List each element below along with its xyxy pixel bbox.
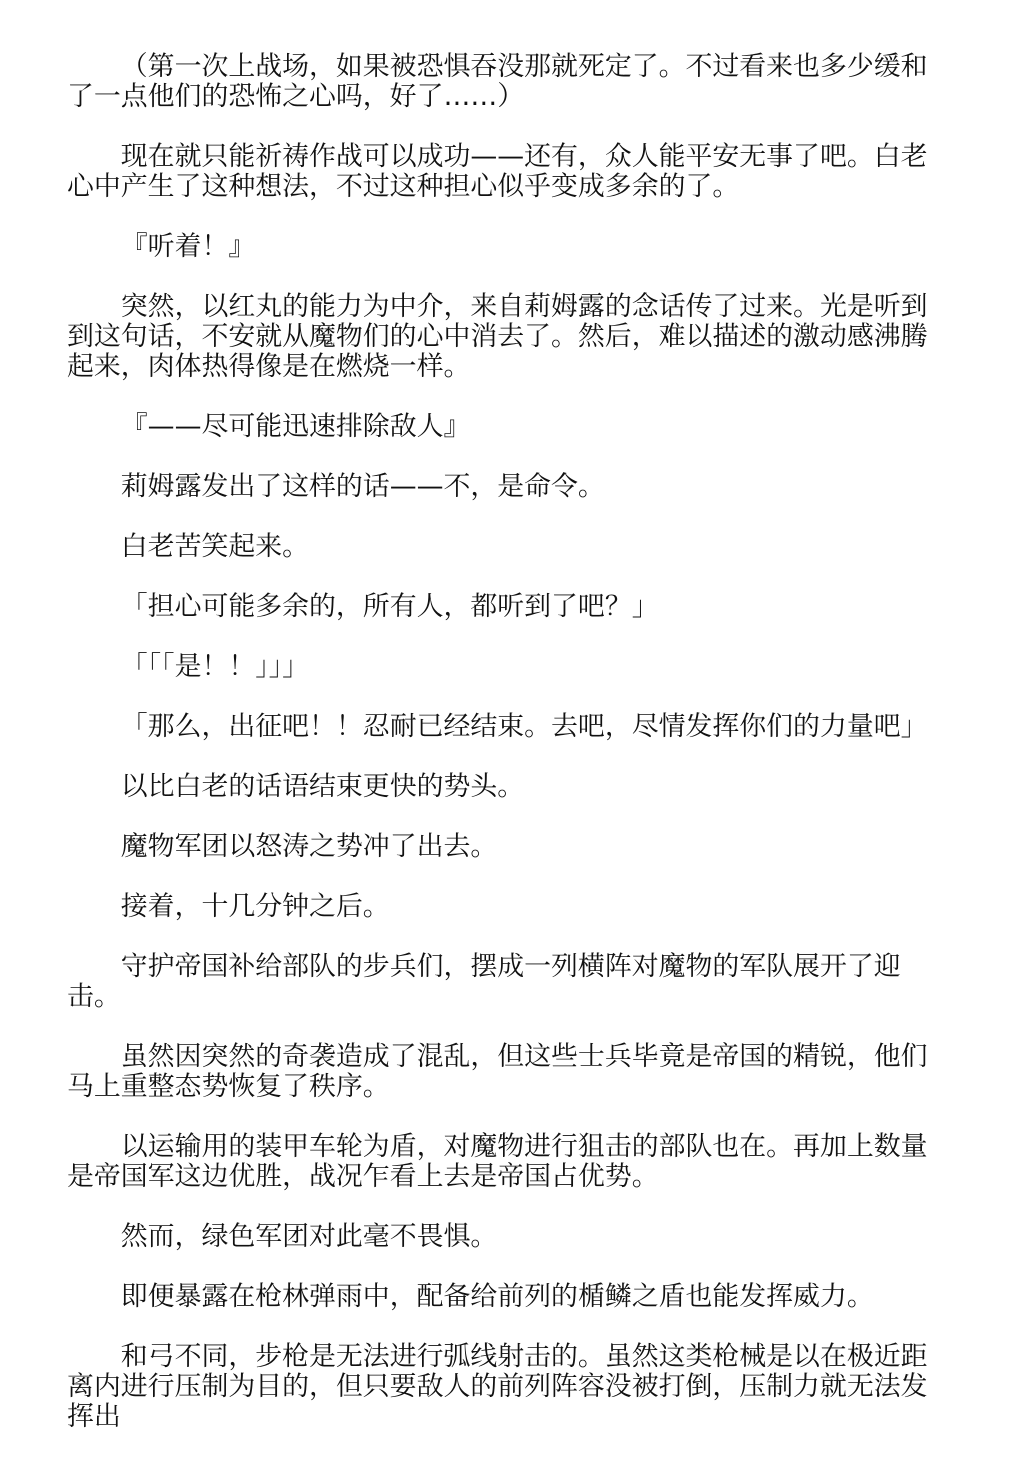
document-page [67, 52, 929, 1462]
paragraph: 和弓不同，步枪是无法进行弧线射击的。虽然这类枪械是以在极近距离内进行压制为目的，但只要敌人的前列阵容没被打倒，压制力就无法发挥出 [67, 1341, 928, 1432]
paragraph: 白老苦笑起来。 [120, 531, 310, 562]
paragraph: 守护帝国补给部队的步兵们，摆成一列横阵对魔物的军队展开了迎击。 [67, 951, 901, 1012]
paragraph: 以比白老的话语结束更快的势头。 [120, 771, 525, 802]
paragraph: 「担心可能多余的，所有人，都听到了吧？」 [120, 591, 659, 622]
paragraph: 接着，十几分钟之后。 [120, 891, 390, 922]
paragraph: 「「「是！！」」」 [120, 651, 310, 682]
paragraph: 现在就只能祈祷作战可以成功——还有，众人能平安无事了吧。白老心中产生了这种想法，不过这种担心似乎变成多余的了。 [67, 141, 928, 202]
paragraph: 『听着！』 [120, 231, 256, 262]
paragraph: 魔物军团以怒涛之势冲了出去。 [120, 831, 498, 862]
paragraph: 莉姆露发出了这样的话——不，是命令。 [120, 471, 605, 502]
paragraph: 「那么，出征吧！！忍耐已经结束。去吧，尽情发挥你们的力量吧」 [120, 711, 928, 742]
paragraph: （第一次上战场，如果被恐惧吞没那就死定了。不过看来也多少缓和了一点他们的恐怖之心吗，好了……） [67, 51, 928, 112]
paragraph: 虽然因突然的奇袭造成了混乱，但这些士兵毕竟是帝国的精锐，他们马上重整态势恢复了秩序。 [67, 1041, 928, 1102]
paragraph: 然而，绿色军团对此毫不畏惧。 [120, 1221, 498, 1252]
paragraph: 即便暴露在枪林弹雨中，配备给前列的楯鳞之盾也能发挥威力。 [120, 1281, 874, 1312]
paragraph: 突然，以红丸的能力为中介，来自莉姆露的念话传了过来。光是听到到这句话，不安就从魔物们的心中消去了。然后，难以描述的激动感沸腾起来，肉体热得像是在燃烧一样。 [67, 291, 928, 382]
paragraph: 以运输用的装甲车轮为盾，对魔物进行狙击的部队也在。再加上数量是帝国军这边优胜，战况乍看上去是帝国占优势。 [67, 1131, 928, 1192]
paragraph: 『——尽可能迅速排除敌人』 [120, 411, 471, 442]
